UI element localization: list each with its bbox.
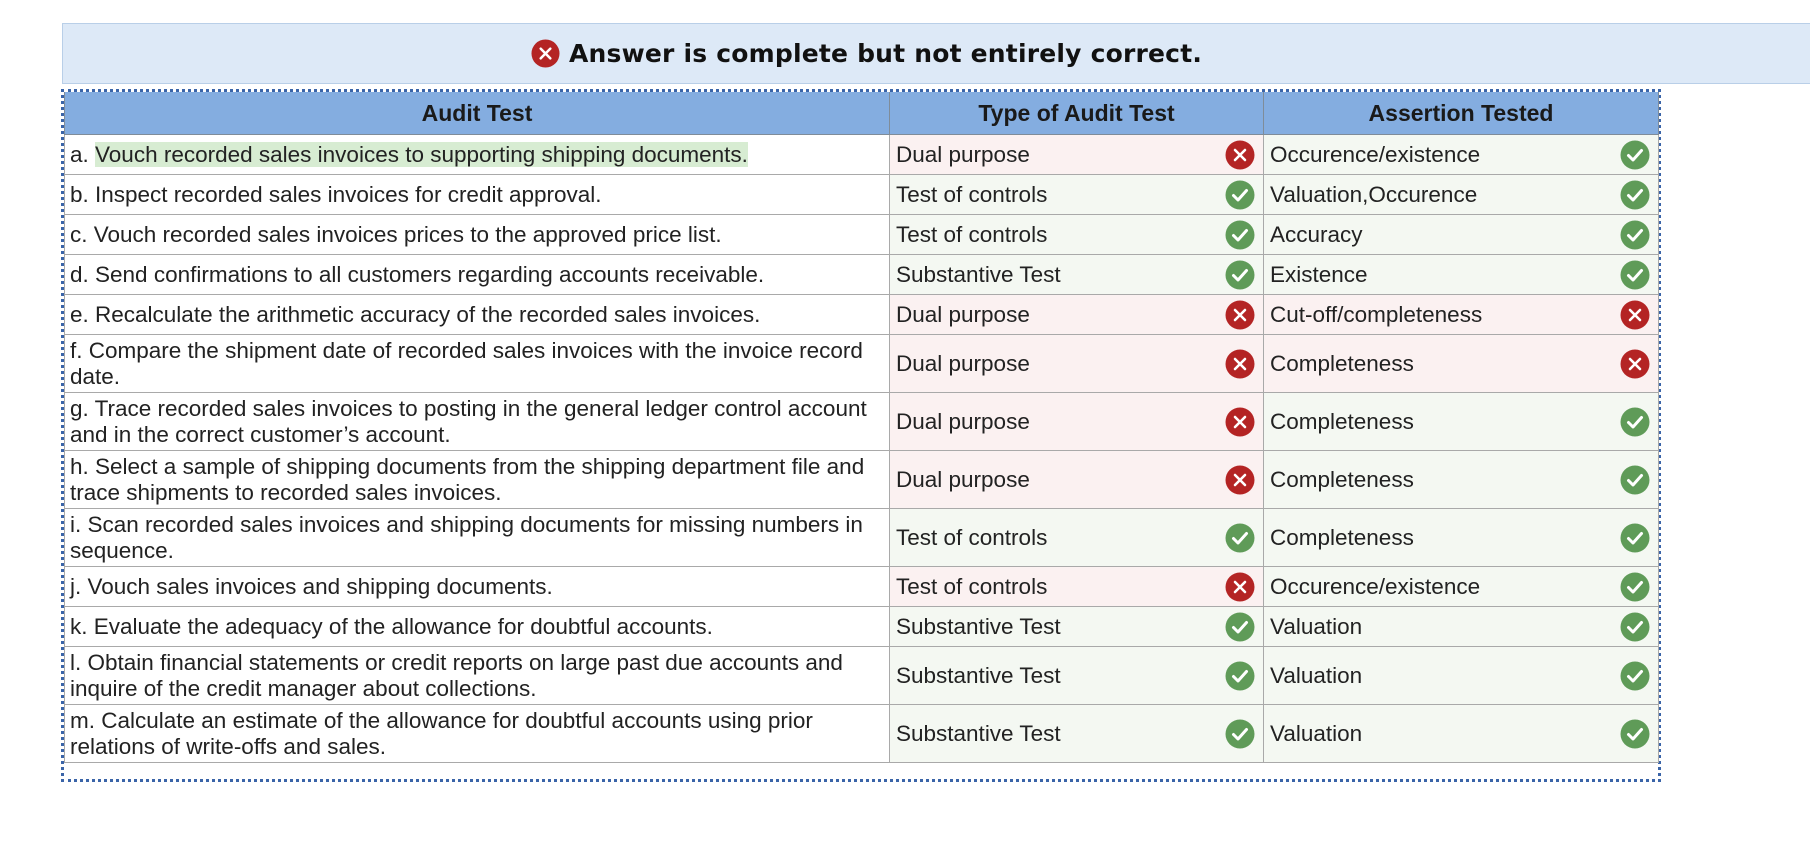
- audit-test-text: m. Calculate an estimate of the allowance for doubtful accounts using prior relations of write-offs and sales.: [70, 707, 813, 759]
- header-assertion-tested: Assertion Tested: [1264, 92, 1659, 135]
- audit-test-text: l. Obtain financial statements or credit reports on large past due accounts and inquire of the credit manager about collections.: [70, 649, 843, 701]
- assertion-tested-cell[interactable]: [1264, 135, 1659, 175]
- assertion-tested-value: Valuation: [1270, 720, 1363, 746]
- type-of-audit-test-value: Substantive Test: [896, 662, 1061, 688]
- check-circle-icon: [1225, 719, 1255, 749]
- table-row: [65, 647, 1659, 705]
- check-circle-icon: [1620, 719, 1650, 749]
- assertion-tested-cell[interactable]: [1264, 567, 1659, 607]
- assertion-tested-cell[interactable]: [1264, 647, 1659, 705]
- type-of-audit-test-value: Dual purpose: [896, 350, 1030, 376]
- type-of-audit-test-cell[interactable]: [890, 295, 1264, 335]
- x-circle-icon: [1225, 465, 1255, 495]
- type-of-audit-test-value: Substantive Test: [896, 720, 1061, 746]
- check-circle-icon: [1620, 612, 1650, 642]
- type-of-audit-test-value: Test of controls: [896, 221, 1048, 247]
- assertion-tested-cell[interactable]: [1264, 335, 1659, 393]
- type-of-audit-test-cell[interactable]: [890, 215, 1264, 255]
- assertion-tested-value: Valuation: [1270, 613, 1363, 639]
- assertion-tested-value: Completeness: [1270, 408, 1414, 434]
- check-circle-icon: [1620, 140, 1650, 170]
- answer-table-container: [61, 89, 1661, 782]
- check-circle-icon: [1620, 572, 1650, 602]
- audit-test-cell: [65, 215, 890, 255]
- audit-test-cell: [65, 705, 890, 763]
- x-circle-icon: [531, 39, 560, 68]
- check-circle-icon: [1620, 407, 1650, 437]
- type-of-audit-test-value: Dual purpose: [896, 408, 1030, 434]
- audit-test-cell: [65, 647, 890, 705]
- assertion-tested-cell[interactable]: [1264, 175, 1659, 215]
- table-body: [65, 135, 1659, 763]
- audit-test-cell: [65, 295, 890, 335]
- assertion-tested-value: Occurence/existence: [1270, 141, 1481, 167]
- audit-test-text: e. Recalculate the arithmetic accuracy of the recorded sales invoices.: [70, 301, 761, 327]
- check-circle-icon: [1620, 465, 1650, 495]
- assertion-tested-value: Completeness: [1270, 350, 1414, 376]
- assertion-tested-value: Occurence/existence: [1270, 573, 1481, 599]
- type-of-audit-test-cell[interactable]: [890, 509, 1264, 567]
- highlighted-audit-test-text: Vouch recorded sales invoices to supporting shipping documents.: [95, 141, 748, 167]
- audit-test-text: h. Select a sample of shipping documents from the shipping department file and trace shipments to recorded sales invoices.: [70, 453, 865, 505]
- x-circle-icon: [1225, 140, 1255, 170]
- audit-test-cell: [65, 509, 890, 567]
- type-of-audit-test-cell[interactable]: [890, 647, 1264, 705]
- assertion-tested-cell[interactable]: [1264, 451, 1659, 509]
- assertion-tested-cell[interactable]: [1264, 705, 1659, 763]
- assertion-tested-cell[interactable]: [1264, 295, 1659, 335]
- assertion-tested-value: Completeness: [1270, 524, 1414, 550]
- assertion-tested-value: Valuation,Occurence: [1270, 181, 1478, 207]
- assertion-tested-value: Cut-off/completeness: [1270, 301, 1483, 327]
- assertion-tested-cell[interactable]: [1264, 255, 1659, 295]
- audit-test-cell: [65, 393, 890, 451]
- type-of-audit-test-value: Dual purpose: [896, 141, 1030, 167]
- type-of-audit-test-cell[interactable]: [890, 135, 1264, 175]
- table-row: [65, 295, 1659, 335]
- type-of-audit-test-value: Substantive Test: [896, 613, 1061, 639]
- type-of-audit-test-value: Substantive Test: [896, 261, 1061, 287]
- check-circle-icon: [1225, 180, 1255, 210]
- audit-test-prefix: a.: [70, 141, 89, 167]
- audit-test-text: d. Send confirmations to all customers regarding accounts receivable.: [70, 261, 765, 287]
- table-row: [65, 335, 1659, 393]
- check-circle-icon: [1620, 523, 1650, 553]
- check-circle-icon: [1225, 661, 1255, 691]
- header-type-of-audit-test: Type of Audit Test: [890, 92, 1264, 135]
- assertion-tested-cell[interactable]: [1264, 393, 1659, 451]
- check-circle-icon: [1225, 220, 1255, 250]
- audit-test-text: c. Vouch recorded sales invoices prices to the approved price list.: [70, 221, 722, 247]
- audit-test-text: b. Inspect recorded sales invoices for credit approval.: [70, 181, 602, 207]
- table-row: [65, 255, 1659, 295]
- assertion-tested-cell[interactable]: [1264, 215, 1659, 255]
- table-header-row: [65, 92, 1659, 135]
- table-row: [65, 451, 1659, 509]
- assertion-tested-value: Existence: [1270, 261, 1368, 287]
- type-of-audit-test-value: Test of controls: [896, 573, 1048, 599]
- x-circle-icon: [1225, 572, 1255, 602]
- x-circle-icon: [1225, 407, 1255, 437]
- result-banner: [62, 23, 1810, 84]
- check-circle-icon: [1620, 180, 1650, 210]
- audit-test-text: k. Evaluate the adequacy of the allowance for doubtful accounts.: [70, 613, 713, 639]
- result-message: Answer is complete but not entirely correct.: [568, 39, 1203, 68]
- check-circle-icon: [1620, 661, 1650, 691]
- x-circle-icon: [1225, 349, 1255, 379]
- check-circle-icon: [1620, 260, 1650, 290]
- table-row: [65, 215, 1659, 255]
- type-of-audit-test-cell[interactable]: [890, 567, 1264, 607]
- check-circle-icon: [1225, 523, 1255, 553]
- check-circle-icon: [1620, 220, 1650, 250]
- check-circle-icon: [1225, 612, 1255, 642]
- table-row: [65, 393, 1659, 451]
- table-row: [65, 135, 1659, 175]
- type-of-audit-test-cell[interactable]: [890, 175, 1264, 215]
- assertion-tested-value: Accuracy: [1270, 221, 1363, 247]
- type-of-audit-test-cell[interactable]: [890, 451, 1264, 509]
- x-circle-icon: [1620, 300, 1650, 330]
- type-of-audit-test-value: Dual purpose: [896, 301, 1030, 327]
- audit-test-cell: [65, 607, 890, 647]
- type-of-audit-test-value: Test of controls: [896, 181, 1048, 207]
- table-row: [65, 509, 1659, 567]
- type-of-audit-test-cell[interactable]: [890, 607, 1264, 647]
- assertion-tested-value: Valuation: [1270, 662, 1363, 688]
- type-of-audit-test-value: Test of controls: [896, 524, 1048, 550]
- type-of-audit-test-value: Dual purpose: [896, 466, 1030, 492]
- audit-test-cell: [65, 135, 890, 175]
- assertion-tested-value: Completeness: [1270, 466, 1414, 492]
- table-row: [65, 175, 1659, 215]
- audit-test-cell: [65, 451, 890, 509]
- assertion-tested-cell[interactable]: [1264, 509, 1659, 567]
- x-circle-icon: [1620, 349, 1650, 379]
- result-banner-content: [531, 39, 1202, 68]
- audit-test-text: i. Scan recorded sales invoices and shipping documents for missing numbers in sequence.: [70, 511, 863, 563]
- assertion-tested-cell[interactable]: [1264, 607, 1659, 647]
- audit-test-cell: [65, 567, 890, 607]
- answer-table: [64, 92, 1659, 763]
- type-of-audit-test-cell[interactable]: [890, 255, 1264, 295]
- check-circle-icon: [1225, 260, 1255, 290]
- x-circle-icon: [1225, 300, 1255, 330]
- audit-test-cell: [65, 175, 890, 215]
- type-of-audit-test-cell[interactable]: [890, 393, 1264, 451]
- audit-test-cell: [65, 335, 890, 393]
- header-audit-test: Audit Test: [65, 92, 890, 135]
- table-row: [65, 705, 1659, 763]
- audit-test-text: j. Vouch sales invoices and shipping documents.: [70, 573, 553, 599]
- type-of-audit-test-cell[interactable]: [890, 335, 1264, 393]
- audit-test-text: g. Trace recorded sales invoices to posting in the general ledger control account and in the correct customer’s account.: [70, 395, 867, 447]
- table-row: [65, 567, 1659, 607]
- audit-test-cell: [65, 255, 890, 295]
- table-row: [65, 607, 1659, 647]
- type-of-audit-test-cell[interactable]: [890, 705, 1264, 763]
- audit-test-text: f. Compare the shipment date of recorded sales invoices with the invoice record date.: [70, 337, 863, 389]
